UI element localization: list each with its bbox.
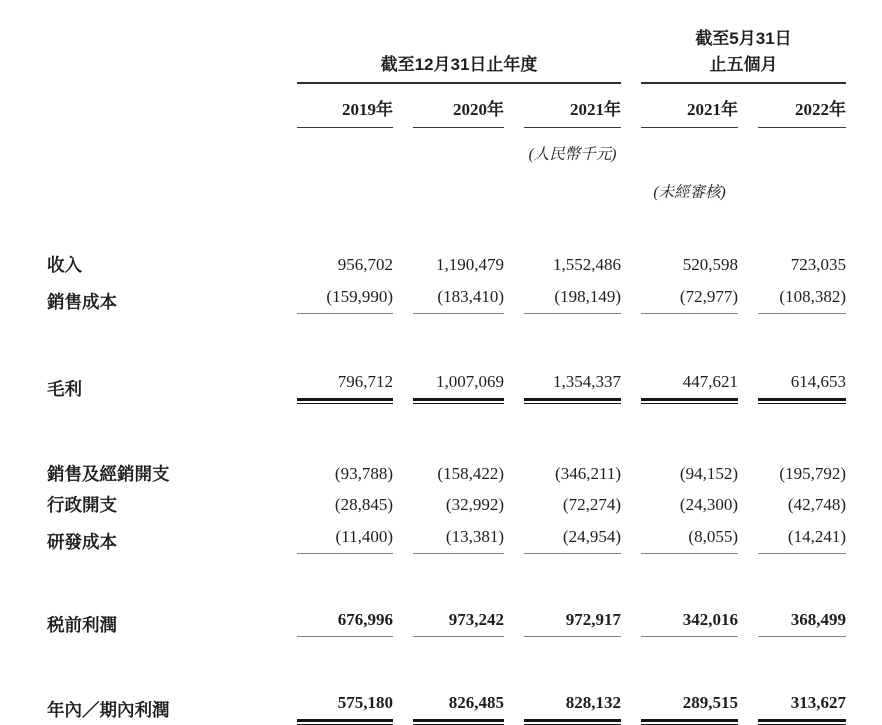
cell-value: 575,180 <box>297 691 393 722</box>
cell-value: 614,653 <box>758 370 846 401</box>
column-group-five-months-title-line1: 截至5月31日 <box>695 29 792 48</box>
cell-value: (93,788) <box>334 464 393 483</box>
cell-value: (108,382) <box>758 285 846 314</box>
cell-value: 1,190,479 <box>436 255 504 274</box>
row-label: 税前利潤 <box>47 615 117 635</box>
cell-value: 956,702 <box>337 255 393 274</box>
cell-value: (158,422) <box>437 464 504 483</box>
row-gross-profit <box>47 364 846 401</box>
row-selling-distribution-expenses <box>47 455 846 486</box>
year-header-2019: 2019年 <box>277 84 393 128</box>
spacer <box>47 204 846 246</box>
row-profit-for-year-period <box>47 685 846 722</box>
cell-value: (14,241) <box>758 525 846 554</box>
cell-value: (8,055) <box>641 525 738 554</box>
row-label: 行政開支 <box>47 495 117 515</box>
year-header-2021-five-months: 2021年 <box>621 84 738 128</box>
cell-value: 313,627 <box>758 691 846 722</box>
currency-unit-row <box>47 128 846 166</box>
spacer <box>47 554 846 600</box>
cell-value: (72,977) <box>641 285 738 314</box>
cell-value: 1,007,069 <box>413 370 504 401</box>
cell-value: 826,485 <box>413 691 504 722</box>
year-header-2022-five-months: 2022年 <box>738 84 846 128</box>
row-label: 年內／期內利潤 <box>47 700 170 720</box>
cell-value: (11,400) <box>297 525 393 554</box>
row-label: 毛利 <box>47 379 82 399</box>
row-label: 研發成本 <box>47 532 117 552</box>
column-group-annual <box>277 10 621 84</box>
cell-value: 796,712 <box>297 370 393 401</box>
year-header-2020: 2020年 <box>393 84 504 128</box>
cell-value: 368,499 <box>758 608 846 637</box>
label-column-spacer <box>47 10 277 84</box>
row-research-development-costs <box>47 517 846 554</box>
cell-value: (24,954) <box>524 525 621 554</box>
cell-value: 520,598 <box>682 255 738 274</box>
unaudited-cell <box>621 166 738 204</box>
cell-value: (198,149) <box>524 285 621 314</box>
spacer <box>47 314 846 364</box>
spacer <box>47 401 846 455</box>
column-group-annual-title: 截至12月31日止年度 <box>380 55 538 74</box>
currency-unit-note: (人民幣千元) <box>528 146 617 163</box>
spacer <box>47 637 846 685</box>
cell-value: 342,016 <box>641 608 738 637</box>
cell-value: 289,515 <box>641 691 738 722</box>
cell-value: 723,035 <box>790 255 846 274</box>
currency-unit-cell <box>504 128 621 166</box>
cell-value: 676,996 <box>297 608 393 637</box>
cell-value: 828,132 <box>524 691 621 722</box>
cell-value: 1,552,486 <box>553 255 621 274</box>
cell-value: (72,274) <box>562 495 621 514</box>
cell-value: (13,381) <box>413 525 504 554</box>
column-group-header-row <box>47 10 846 84</box>
row-label: 收入 <box>47 255 82 275</box>
cell-value: (32,992) <box>445 495 504 514</box>
row-profit-before-tax <box>47 600 846 637</box>
cell-value: (195,792) <box>779 464 846 483</box>
column-group-five-months-title-line2: 止五個月 <box>709 55 778 74</box>
row-revenue <box>47 246 846 277</box>
income-statement-table <box>47 10 846 722</box>
unaudited-row <box>47 166 846 204</box>
cell-value: 973,242 <box>413 608 504 637</box>
year-header-2021: 2021年 <box>504 84 621 128</box>
label-column-spacer <box>47 84 277 128</box>
year-header-row <box>47 84 846 128</box>
cell-value: 447,621 <box>641 370 738 401</box>
cell-value: (28,845) <box>334 495 393 514</box>
unaudited-note: (未經審核) <box>653 184 726 201</box>
cell-value: 972,917 <box>524 608 621 637</box>
row-cost-of-sales <box>47 277 846 314</box>
cell-value: (346,211) <box>555 464 621 483</box>
cell-value: (159,990) <box>297 285 393 314</box>
cell-value: (183,410) <box>413 285 504 314</box>
cell-value: (42,748) <box>787 495 846 514</box>
row-label: 銷售及經銷開支 <box>47 464 170 484</box>
cell-value: (94,152) <box>679 464 738 483</box>
row-administrative-expenses <box>47 486 846 517</box>
column-group-five-months <box>621 10 846 84</box>
row-label: 銷售成本 <box>47 292 117 312</box>
cell-value: 1,354,337 <box>524 370 621 401</box>
cell-value: (24,300) <box>679 495 738 514</box>
